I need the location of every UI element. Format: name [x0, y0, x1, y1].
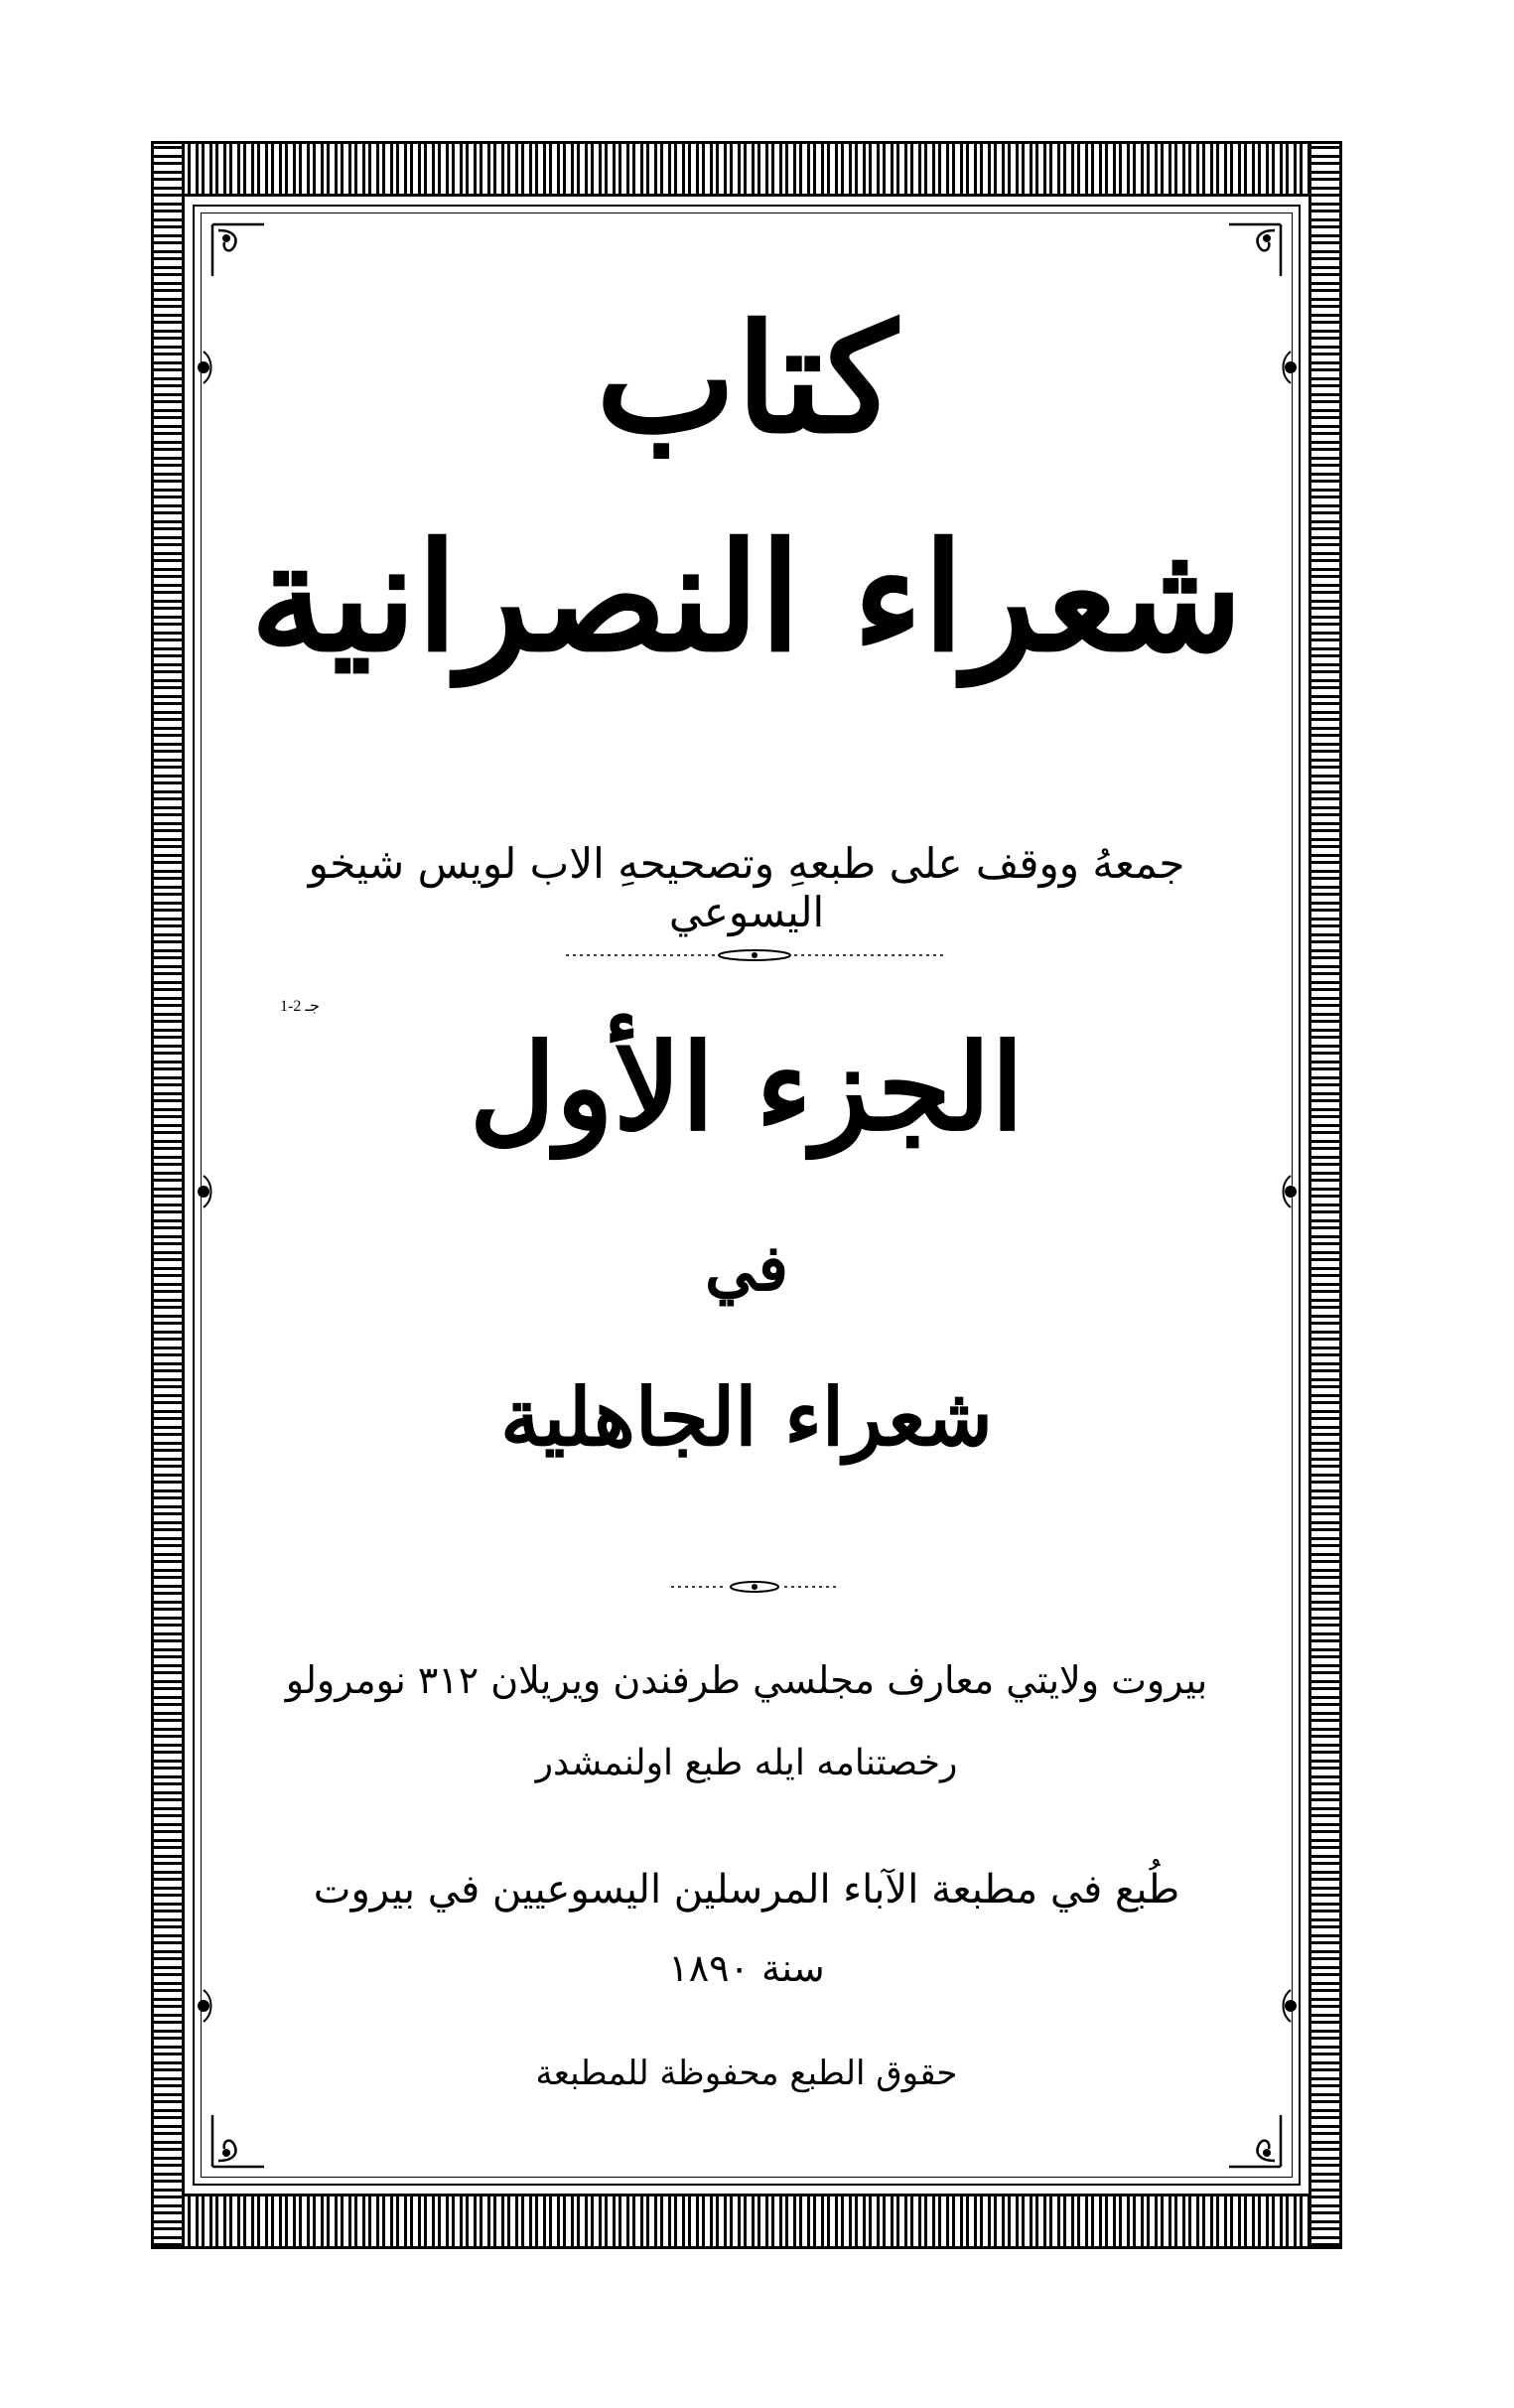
- side-scroll-icon: [1276, 1986, 1306, 2026]
- permit-line-1: بيروت ولايتي معارف مجلسي طرفندن ويريلان ٣١٢ نومرولو: [285, 1658, 1208, 1702]
- side-scroll-icon: [189, 1986, 218, 2026]
- border-band-right: [1308, 141, 1342, 2249]
- title-line-2: شعراء النصرانية: [250, 510, 1243, 685]
- border-band-bottom: [151, 2194, 1342, 2249]
- subject-heading: شعراء الجاهلية: [500, 1370, 993, 1464]
- rights-line: حقوق الطبع محفوظة للمطبعة: [535, 2054, 958, 2093]
- dotted-divider: [665, 1577, 844, 1597]
- side-scroll-icon: [1276, 1172, 1306, 1211]
- shelfmark: جـ 2-1: [280, 998, 320, 1015]
- part-heading: الجزء الأول: [469, 1018, 1025, 1158]
- compiler-line: جمعهُ ووقف على طبعهِ وتصحيحهِ الاب لويس شيخو اليسوعي: [308, 839, 1185, 936]
- corner-scroll-icon: [1219, 216, 1289, 286]
- preposition: في: [705, 1231, 788, 1306]
- corner-scroll-icon: [205, 216, 274, 286]
- corner-scroll-icon: [1219, 2105, 1289, 2175]
- corner-scroll-icon: [205, 2105, 274, 2175]
- title-line-1: كتاب: [596, 292, 897, 467]
- side-scroll-icon: [189, 1172, 218, 1211]
- dotted-divider: [556, 945, 953, 965]
- border-band-top: [151, 141, 1342, 197]
- year-line: سنة ١٨٩٠: [668, 1946, 825, 1990]
- side-scroll-icon: [1276, 348, 1306, 387]
- permit-line-2: رخصتنامه ايله طبع اولنمشدر: [535, 1743, 958, 1783]
- press-line: طُبع في مطبعة الآباء المرسلين اليسوعيين في بيروت: [313, 1867, 1180, 1912]
- border-band-left: [151, 141, 185, 2249]
- side-scroll-icon: [189, 348, 218, 387]
